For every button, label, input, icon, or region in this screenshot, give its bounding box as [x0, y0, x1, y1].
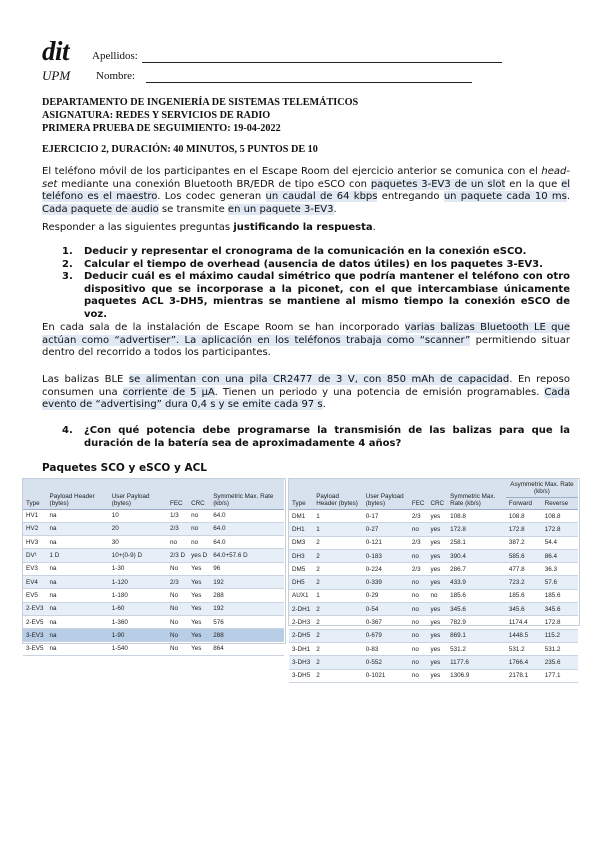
- table-cell: HV1: [23, 509, 47, 522]
- table-row: [23, 615, 284, 628]
- table-cell: 20: [109, 522, 167, 535]
- table-cell: No: [167, 562, 188, 575]
- table-cell: 2: [313, 549, 363, 562]
- table-cell: yes: [427, 603, 447, 616]
- table-row: [289, 629, 578, 642]
- table-cell: 1: [313, 523, 363, 536]
- table-cell: No: [167, 589, 188, 602]
- table-cell: 2/3: [167, 575, 188, 588]
- sco-header-symmetric-rate: Symmetric Max. Rate (kb/s): [210, 479, 284, 509]
- table-cell: 36.3: [542, 563, 578, 576]
- table-cell: 0-224: [363, 563, 409, 576]
- table-cell: 1-30: [109, 562, 167, 575]
- table-cell: 0-17: [363, 510, 409, 523]
- table-cell: no: [427, 589, 447, 602]
- table-cell: 585.6: [506, 549, 542, 562]
- table-cell: 531.2: [447, 642, 506, 655]
- department-block: [42, 96, 358, 135]
- sco-header-type: Type: [23, 479, 47, 509]
- table-cell: 235.6: [542, 656, 578, 669]
- subject-name: ASIGNATURA: REDES Y SERVICIOS DE RADIO: [42, 110, 271, 121]
- table-cell: 2178.1: [506, 669, 542, 682]
- table-cell: 3-EV3: [23, 629, 47, 642]
- table-cell: 288: [210, 589, 284, 602]
- table-row: [289, 549, 578, 562]
- table-cell: 10: [109, 509, 167, 522]
- table-cell: 172.8: [542, 616, 578, 629]
- table-cell: yes: [427, 576, 447, 589]
- table-row: [289, 642, 578, 655]
- table-cell: no: [188, 536, 210, 549]
- table-cell: 177.1: [542, 669, 578, 682]
- table-cell: 2: [313, 642, 363, 655]
- table-cell: Yes: [188, 575, 210, 588]
- question-list-2: [62, 425, 570, 450]
- table-cell: yes: [427, 523, 447, 536]
- acl-header-fec: FEC: [409, 479, 428, 510]
- table-cell: na: [47, 602, 109, 615]
- table-cell: 3-DH3: [289, 656, 313, 669]
- table-cell: 115.2: [542, 629, 578, 642]
- apellidos-input-line[interactable]: [142, 62, 502, 63]
- table-cell: No: [167, 602, 188, 615]
- table-cell: 1-540: [109, 642, 167, 655]
- table-cell: yes: [427, 536, 447, 549]
- table-cell: 86.4: [542, 549, 578, 562]
- table-cell: 0-27: [363, 523, 409, 536]
- table-cell: 3-DH5: [289, 669, 313, 682]
- table-cell: no: [188, 509, 210, 522]
- table-row: [289, 536, 578, 549]
- table-cell: EV5: [23, 589, 47, 602]
- table-cell: no: [409, 616, 428, 629]
- table-cell: 1306.9: [447, 669, 506, 682]
- table-cell: 288: [210, 629, 284, 642]
- table-cell: 723.2: [506, 576, 542, 589]
- table-cell: 2-DH1: [289, 603, 313, 616]
- table-cell: 0-1021: [363, 669, 409, 682]
- table-cell: 172.8: [447, 523, 506, 536]
- table-cell: 2-EV3: [23, 602, 47, 615]
- table-cell: 108.8: [447, 510, 506, 523]
- table-cell: yes: [427, 616, 447, 629]
- table-cell: 172.8: [506, 523, 542, 536]
- acl-header-payload-header: Payload Header (bytes): [313, 479, 363, 510]
- table-cell: 0-552: [363, 656, 409, 669]
- table-row: [23, 589, 284, 602]
- table-cell: 0-29: [363, 589, 409, 602]
- acl-header-reverse: Reverse: [542, 498, 578, 510]
- table-cell: 0-339: [363, 576, 409, 589]
- table-cell: yes: [427, 656, 447, 669]
- table-cell: no: [409, 656, 428, 669]
- table-cell: 0-183: [363, 549, 409, 562]
- question-2: 2. Calcular el tiempo de overhead (ausencia de datos útiles) en los paquetes 3-EV3.: [62, 258, 543, 270]
- exercise-title: EJERCICIO 2, DURACIÓN: 40 MINUTOS, 5 PUNTOS DE 10: [42, 144, 318, 155]
- question-4: 4. ¿Con qué potencia debe programarse la transmisión de las balizas para que la duración de la batería sea de aproximadamente 4 años?: [62, 425, 570, 449]
- table-cell: yes D: [188, 549, 210, 562]
- table-cell: 390.4: [447, 549, 506, 562]
- table-row: [23, 549, 284, 562]
- table-cell: na: [47, 629, 109, 642]
- table-cell: DM5: [289, 563, 313, 576]
- table-cell: Yes: [188, 589, 210, 602]
- table-cell: 1177.6: [447, 656, 506, 669]
- table-cell: Yes: [188, 602, 210, 615]
- acl-header-symmetric-rate: Symmetric Max. Rate (kb/s): [447, 479, 506, 510]
- table-cell: 172.8: [542, 523, 578, 536]
- table-cell: 185.6: [542, 589, 578, 602]
- table-row: [289, 656, 578, 669]
- table-cell: na: [47, 575, 109, 588]
- table-cell: 2/3: [409, 563, 428, 576]
- table-cell: 1-360: [109, 615, 167, 628]
- table-cell: na: [47, 536, 109, 549]
- table-cell: 345.6: [542, 603, 578, 616]
- table-cell: yes: [427, 629, 447, 642]
- table-cell: 2-EV5: [23, 615, 47, 628]
- balizas-paragraph-1: En cada sala de la instalación de Escape Room se han incorporado varias balizas Bluetooth LE que actúan como “advertiser”. La aplicación en los teléfonos trabaja como “scanner” permitiendo situar dentro del recorrido a todos los participantes.: [42, 322, 570, 359]
- table-row: [289, 576, 578, 589]
- table-cell: 3-EV5: [23, 642, 47, 655]
- table-cell: 1-120: [109, 575, 167, 588]
- table-cell: no: [409, 669, 428, 682]
- table-cell: Yes: [188, 642, 210, 655]
- sco-header-payload-header: Payload Header (bytes): [47, 479, 109, 509]
- table-cell: na: [47, 589, 109, 602]
- table-cell: 864: [210, 642, 284, 655]
- table-cell: 54.4: [542, 536, 578, 549]
- table-cell: 869.1: [447, 629, 506, 642]
- table-cell: no: [188, 522, 210, 535]
- table-cell: 782.9: [447, 616, 506, 629]
- sco-header-user-payload: User Payload (bytes): [109, 479, 167, 509]
- table-cell: 1 D: [47, 549, 109, 562]
- table-cell: 10+(0-9) D: [109, 549, 167, 562]
- table-cell: 1-90: [109, 629, 167, 642]
- table-row: [23, 642, 284, 655]
- table-cell: 2: [313, 576, 363, 589]
- acl-header-forward: Forward: [506, 498, 542, 510]
- table-cell: 2: [313, 536, 363, 549]
- table-cell: AUX1: [289, 589, 313, 602]
- table-cell: no: [409, 523, 428, 536]
- table-row: [289, 616, 578, 629]
- table-cell: yes: [427, 563, 447, 576]
- table-cell: 2/3 D: [167, 549, 188, 562]
- table-cell: na: [47, 615, 109, 628]
- table-cell: 96: [210, 562, 284, 575]
- dit-logo: dit: [42, 36, 70, 66]
- table-cell: 108.8: [506, 510, 542, 523]
- table-cell: 2: [313, 629, 363, 642]
- table-cell: 2: [313, 563, 363, 576]
- acl-header-crc: CRC: [427, 479, 447, 510]
- table-cell: 2: [313, 656, 363, 669]
- table-cell: 30: [109, 536, 167, 549]
- apellidos-label: Apellidos:: [92, 50, 138, 62]
- table-cell: HV3: [23, 536, 47, 549]
- table-cell: DM3: [289, 536, 313, 549]
- table-cell: yes: [427, 669, 447, 682]
- table-cell: 2: [313, 603, 363, 616]
- nombre-label: Nombre:: [96, 70, 136, 82]
- table-cell: 2-DH3: [289, 616, 313, 629]
- table-cell: 57.6: [542, 576, 578, 589]
- table-cell: 286.7: [447, 563, 506, 576]
- table-cell: no: [409, 549, 428, 562]
- table-row: [23, 536, 284, 549]
- table-cell: DH3: [289, 549, 313, 562]
- table-cell: 185.6: [447, 589, 506, 602]
- table-row: [23, 562, 284, 575]
- exam-date: PRIMERA PRUEBA DE SEGUIMIENTO: 19-04-2022: [42, 123, 281, 134]
- table-cell: 1/3: [167, 509, 188, 522]
- question-list: [62, 246, 570, 322]
- table-row: [23, 629, 284, 642]
- table-cell: Yes: [188, 562, 210, 575]
- table-cell: 1: [313, 589, 363, 602]
- table-cell: EV4: [23, 575, 47, 588]
- sco-table: [23, 479, 284, 656]
- intro-paragraph: El teléfono móvil de los participantes en el Escape Room del ejercicio anterior se comunica con el head-set mediante una conexión Bluetooth BR/EDR de tipo eSCO con paquetes 3-EV3 de un slot en la que el teléfono es el maestro. Los codec generan un caudal de 64 kbps entregando un paquete cada 10 ms. Cada paquete de audio se transmite en un paquete 3-EV3.: [42, 166, 570, 215]
- table-row: [289, 563, 578, 576]
- tables-title: Paquetes SCO y eSCO y ACL: [42, 462, 208, 474]
- table-cell: na: [47, 562, 109, 575]
- acl-table: [289, 479, 578, 683]
- table-cell: No: [167, 642, 188, 655]
- table-row: [23, 575, 284, 588]
- table-cell: 2: [313, 669, 363, 682]
- table-cell: 0-83: [363, 642, 409, 655]
- table-cell: 2: [313, 616, 363, 629]
- sco-header-crc: CRC: [188, 479, 210, 509]
- table-cell: na: [47, 642, 109, 655]
- table-row: [23, 522, 284, 535]
- acl-header-type: Type: [289, 479, 313, 510]
- table-cell: 64.0: [210, 522, 284, 535]
- table-row: [23, 509, 284, 522]
- table-cell: Yes: [188, 629, 210, 642]
- department-name: DEPARTAMENTO DE INGENIERÍA DE SISTEMAS TELEMÁTICOS: [42, 97, 359, 108]
- table-cell: 2/3: [409, 536, 428, 549]
- table-cell: 0-367: [363, 616, 409, 629]
- question-1: 1. Deducir y representar el cronograma de la comunicación en la conexión eSCO.: [62, 246, 527, 257]
- table-cell: na: [47, 509, 109, 522]
- table-cell: 185.6: [506, 589, 542, 602]
- table-cell: 2-DH5: [289, 629, 313, 642]
- table-cell: 108.8: [542, 510, 578, 523]
- table-cell: 345.6: [447, 603, 506, 616]
- table-cell: no: [167, 536, 188, 549]
- table-cell: 0-679: [363, 629, 409, 642]
- table-cell: 1448.5: [506, 629, 542, 642]
- table-cell: 433.9: [447, 576, 506, 589]
- table-cell: 192: [210, 575, 284, 588]
- table-cell: 2/3: [167, 522, 188, 535]
- balizas-paragraph-2: Las balizas BLE se alimentan con una pila CR2477 de 3 V, con 850 mAh de capacidad. En reposo consumen una corriente de 5 μA. Tienen un periodo y una potencia de emisión programables. Cada evento de “advertising” dura 0,4 s y se emite cada 97 s.: [42, 374, 570, 411]
- table-cell: 1-180: [109, 589, 167, 602]
- table-cell: 1: [313, 510, 363, 523]
- table-cell: 258.1: [447, 536, 506, 549]
- table-cell: No: [167, 615, 188, 628]
- table-row: [289, 589, 578, 602]
- table-row: [23, 602, 284, 615]
- table-cell: no: [409, 589, 428, 602]
- table-cell: DM1: [289, 510, 313, 523]
- acl-header-asymmetric-rate: Asymmetric Max. Rate (kb/s): [506, 479, 578, 498]
- table-cell: 576: [210, 615, 284, 628]
- table-cell: yes: [427, 642, 447, 655]
- table-cell: no: [409, 642, 428, 655]
- table-cell: 345.6: [506, 603, 542, 616]
- table-cell: 3-DH1: [289, 642, 313, 655]
- sco-header-fec: FEC: [167, 479, 188, 509]
- table-cell: yes: [427, 510, 447, 523]
- table-cell: 64.0+57.6 D: [210, 549, 284, 562]
- table-row: [289, 603, 578, 616]
- table-cell: no: [409, 576, 428, 589]
- table-cell: 477.8: [506, 563, 542, 576]
- table-cell: no: [409, 603, 428, 616]
- acl-header-user-payload: User Payload (bytes): [363, 479, 409, 510]
- table-cell: HV2: [23, 522, 47, 535]
- table-cell: 192: [210, 602, 284, 615]
- table-cell: na: [47, 522, 109, 535]
- nombre-input-line[interactable]: [146, 82, 472, 83]
- table-cell: no: [409, 629, 428, 642]
- table-cell: 0-54: [363, 603, 409, 616]
- table-cell: No: [167, 629, 188, 642]
- instructions-paragraph: Responder a las siguientes preguntas justificando la respuesta.: [42, 222, 376, 233]
- table-cell: 1766.4: [506, 656, 542, 669]
- upm-label: UPM: [42, 68, 71, 83]
- table-row: [289, 510, 578, 523]
- question-3: 3. Deducir cuál es el máximo caudal simétrico que podría mantener el teléfono con otro dispositivo que se incorporase a la piconet, con el que intercambiase únicamente paquetes ACL 3-DH5, mientras se mantiene al mismo tiempo la conexión eSCO de voz.: [62, 271, 570, 320]
- table-cell: yes: [427, 549, 447, 562]
- table-cell: 64.0: [210, 536, 284, 549]
- table-cell: 387.2: [506, 536, 542, 549]
- table-cell: Yes: [188, 615, 210, 628]
- table-cell: 2/3: [409, 510, 428, 523]
- table-row: [289, 523, 578, 536]
- table-cell: EV3: [23, 562, 47, 575]
- table-row: [289, 669, 578, 682]
- table-cell: DH5: [289, 576, 313, 589]
- table-cell: 1174.4: [506, 616, 542, 629]
- table-cell: 531.2: [542, 642, 578, 655]
- table-cell: DH1: [289, 523, 313, 536]
- table-cell: 0-121: [363, 536, 409, 549]
- table-cell: 1-60: [109, 602, 167, 615]
- table-cell: 64.0: [210, 509, 284, 522]
- table-cell: 531.2: [506, 642, 542, 655]
- table-cell: DV¹: [23, 549, 47, 562]
